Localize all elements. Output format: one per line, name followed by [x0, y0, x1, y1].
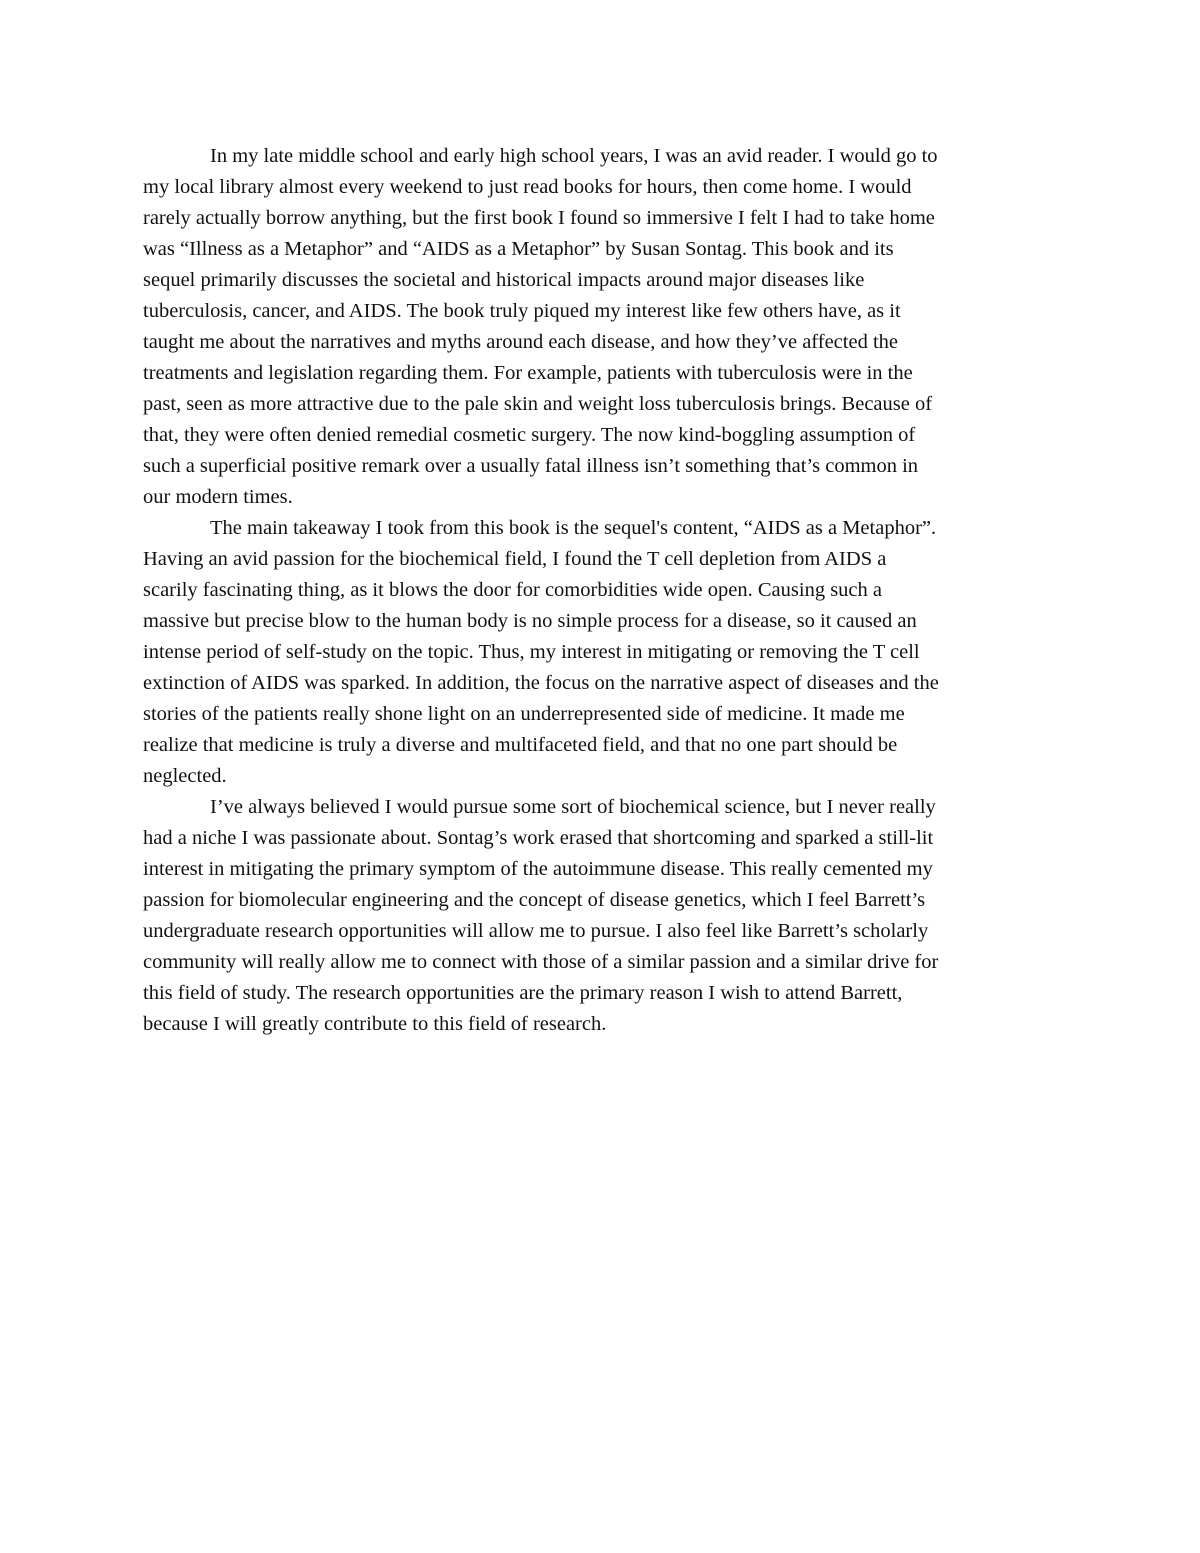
paragraph-line: The main takeaway I took from this book is the sequel's content, “AIDS as a Metaphor”.: [210, 517, 937, 539]
paragraph-line: that, they were often denied remedial cosmetic surgery. The now kind-boggling assumption of: [143, 424, 916, 446]
paragraph-line: tuberculosis, cancer, and AIDS. The book truly piqued my interest like few others have, as it: [143, 300, 901, 322]
paragraph-line: such a superficial positive remark over a usually fatal illness isn’t something that’s common in: [143, 455, 919, 477]
paragraph-line: In my late middle school and early high school years, I was an avid reader. I would go to: [210, 145, 938, 167]
paragraph-line: scarily fascinating thing, as it blows the door for comorbidities wide open. Causing such a: [143, 579, 882, 601]
paragraph-line: I’ve always believed I would pursue some sort of biochemical science, but I never really: [210, 796, 936, 818]
paragraph-3: [143, 792, 1063, 1040]
paragraph-line: had a niche I was passionate about. Sontag’s work erased that shortcoming and sparked a still-lit: [143, 827, 934, 849]
paragraph-line: Having an avid passion for the biochemical field, I found the T cell depletion from AIDS a: [143, 548, 887, 570]
paragraph-line: because I will greatly contribute to this field of research.: [143, 1013, 607, 1035]
paragraph-line: rarely actually borrow anything, but the first book I found so immersive I felt I had to take home: [143, 207, 935, 229]
paragraph-line: massive but precise blow to the human body is no simple process for a disease, so it caused an: [143, 610, 917, 632]
paragraph-2: [143, 513, 1063, 792]
paragraph-line: my local library almost every weekend to just read books for hours, then come home. I would: [143, 176, 912, 198]
paragraph-line: passion for biomolecular engineering and the concept of disease genetics, which I feel Barrett’s: [143, 889, 926, 911]
paragraph-line: past, seen as more attractive due to the pale skin and weight loss tuberculosis brings. Because of: [143, 393, 933, 415]
paragraph-line: intense period of self-study on the topic. Thus, my interest in mitigating or removing the T cell: [143, 641, 920, 663]
paragraph-line: our modern times.: [143, 486, 293, 508]
paragraph-line: was “Illness as a Metaphor” and “AIDS as a Metaphor” by Susan Sontag. This book and its: [143, 238, 894, 260]
paragraph-line: realize that medicine is truly a diverse and multifaceted field, and that no one part should be: [143, 734, 898, 756]
paragraph-line: this field of study. The research opportunities are the primary reason I wish to attend Barrett,: [143, 982, 903, 1004]
paragraph-line: neglected.: [143, 765, 227, 787]
paragraph-line: community will really allow me to connect with those of a similar passion and a similar drive for: [143, 951, 939, 973]
paragraph-line: sequel primarily discusses the societal and historical impacts around major diseases like: [143, 269, 865, 291]
essay-body: [143, 141, 1063, 1040]
paragraph-line: taught me about the narratives and myths around each disease, and how they’ve affected the: [143, 331, 898, 353]
paragraph-line: extinction of AIDS was sparked. In addition, the focus on the narrative aspect of diseases and the: [143, 672, 939, 694]
paragraph-line: stories of the patients really shone light on an underrepresented side of medicine. It made me: [143, 703, 905, 725]
paragraph-line: interest in mitigating the primary symptom of the autoimmune disease. This really cemented my: [143, 858, 933, 880]
paragraph-line: undergraduate research opportunities will allow me to pursue. I also feel like Barrett’s scholarly: [143, 920, 929, 942]
paragraph-line: treatments and legislation regarding them. For example, patients with tuberculosis were in the: [143, 362, 913, 384]
paragraph-1: [143, 141, 1063, 513]
